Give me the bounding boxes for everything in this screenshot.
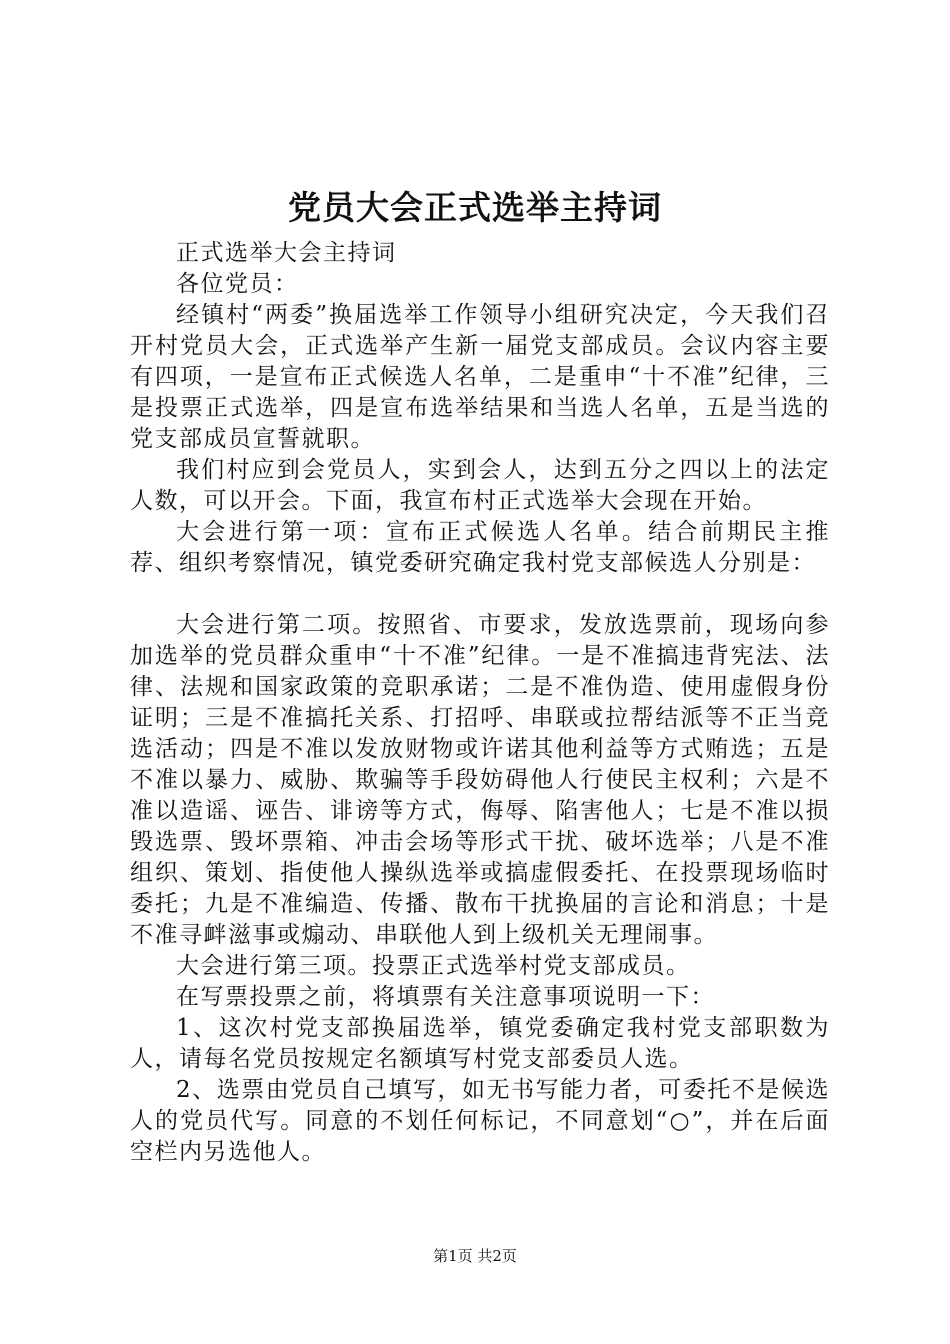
- paragraph-item-one: 大会进行第一项：宣布正式候选人名单。结合前期民主推荐、组织考察情况，镇党委研究确定我村党支部候选人分别是：: [130, 519, 830, 576]
- paragraph-notice-one: 1、这次村党支部换届选举，镇党委确定我村党支部职数为人，请每名党员按规定名额填写村党支部委员人选。: [130, 1015, 830, 1072]
- blank-line: [130, 579, 830, 610]
- document-title: 党员大会正式选举主持词: [288, 188, 662, 227]
- paragraph-item-two: 大会进行第二项。按照省、市要求，发放选票前，现场向参加选举的党员群众重申“十不准”纪律。一是不准搞违背宪法、法律、法规和国家政策的竞职承诺；二是不准伪造、使用虚假身份证明；三是不准搞托关系、打招呼、串联或拉帮结派等不正当竞选活动；四是不准以发放财物或许诺其他利益等方式贿选；五是不准以暴力、威胁、欺骗等手段妨碍他人行使民主权利；六是不准以造谣、诬告、诽谤等方式，侮辱、陷害他人；七是不准以损毁选票、毁坏票箱、冲击会场等形式干扰、破坏选举；八是不准组织、策划、指使他人操纵选举或搞虚假委托、在投票现场临时委托；九是不准编造、传播、散布干扰换届的言论和消息；十是不准寻衅滋事或煽动、串联他人到上级机关无理闹事。: [130, 612, 830, 948]
- paragraph-opening: 经镇村“两委”换届选举工作领导小组研究决定，今天我们召开村党员大会，正式选举产生新一届党支部成员。会议内容主要有四项，一是宣布正式候选人名单，二是重申“十不准”纪律，三是投票正式选举，四是宣布选举结果和当选人名单，五是当选的党支部成员宣誓就职。: [130, 302, 830, 452]
- paragraph-notice-two: 2、选票由党员自己填写，如无书写能力者，可委托不是候选人的党员代写。同意的不划任何标记，不同意划“○”，并在后面空栏内另选他人。: [130, 1077, 830, 1165]
- document-body: [130, 238, 830, 1168]
- paragraph-attendance: 我们村应到会党员人，实到会人，达到五分之四以上的法定人数，可以开会。下面，我宣布村正式选举大会现在开始。: [130, 457, 830, 514]
- paragraph-heading: 正式选举大会主持词: [176, 240, 397, 266]
- page-number: 第1页 共2页: [433, 1247, 517, 1265]
- paragraph-notice-intro: 在写票投票之前，将填票有关注意事项说明一下：: [176, 984, 715, 1010]
- paragraph-item-three: 大会进行第三项。投票正式选举村党支部成员。: [176, 953, 691, 979]
- paragraph-salutation: 各位党员：: [176, 271, 299, 297]
